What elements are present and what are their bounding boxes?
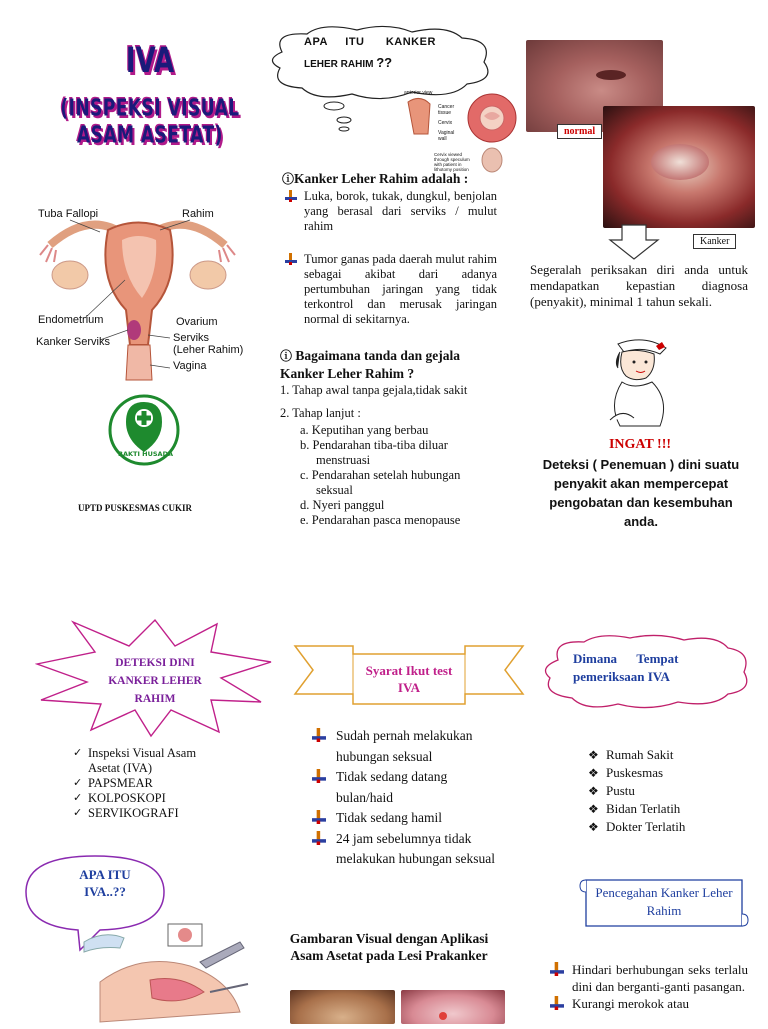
syarat-item-text: 24 jam sebelumnya tidak melakukan hubungan seksual: [336, 830, 495, 866]
bullet-icon: [550, 996, 564, 1014]
dimana-heading: Dimana Tempat pemeriksaan IVA: [573, 651, 682, 684]
question-line-2-text: LEHER RAHIM: [304, 59, 374, 70]
nurse-icon: [604, 338, 682, 428]
bullet-icon: [312, 810, 326, 831]
diagram-label-1: Cancer tissue: [438, 104, 455, 116]
syarat-banner-text: Syarat Ikut test IVA: [365, 663, 453, 695]
list-item: [70, 746, 230, 776]
deteksi-item-text: PAPSMEAR: [88, 776, 153, 790]
list-item: [70, 806, 230, 821]
deteksi-list: [70, 746, 230, 821]
stage-2: 2. Tahap lanjut :: [280, 406, 361, 420]
info-icon: ⓘ: [280, 349, 293, 363]
list-item: [588, 746, 738, 764]
cervix-diagram: [400, 90, 518, 176]
symptom-list: [298, 423, 500, 528]
diagram-label-4: Cervix viewed through speculum with patient in lithotomy position: [434, 152, 470, 172]
check-icon: ✓: [73, 807, 83, 819]
leaflet-title: [30, 41, 270, 149]
bakti-husada-logo: [106, 388, 182, 476]
dimana-item-text: Pustu: [606, 783, 635, 798]
list-item: [310, 808, 500, 829]
pencegahan-item-text: Kurangi merokok atau: [572, 996, 689, 1011]
symptoms-heading: [280, 347, 500, 382]
deteksi-item-text: Inspeksi Visual Asam Asetat (IVA): [88, 746, 197, 775]
list-item: [310, 726, 500, 767]
definition-section: [282, 170, 497, 337]
label-tuba-fallopi: Tuba Fallopi: [38, 208, 99, 220]
question-suffix: ??: [376, 55, 393, 70]
dimana-item-text: Puskesmas: [606, 765, 664, 780]
stage-1: 1. Tahap awal tanpa gejala,tidak sakit: [280, 383, 468, 397]
advice-text: Segeralah periksakan diri anda untuk mendapatkan kepastian diagnosa (penyakit), minimal 1 tahun sekali.: [530, 262, 748, 309]
question-line-2: [304, 55, 392, 70]
diamond-icon: ❖: [588, 784, 599, 798]
label-endometrium: Endometrium: [38, 314, 104, 326]
apa-iva-text: APA ITU IVA..??: [79, 867, 131, 899]
bullet-icon: [312, 769, 326, 790]
check-icon: ✓: [73, 777, 83, 789]
pencegahan-list: [550, 961, 748, 1012]
pencegahan-item-text: Hindari berhubungan seks terlalu dini dan berganti-ganti pasangan.: [572, 962, 748, 994]
deteksi-item-text: KOLPOSKOPI: [88, 791, 166, 805]
organization-name: UPTD PUSKESMAS CUKIR: [77, 503, 192, 513]
question-line-1: APA ITU KANKER: [304, 36, 436, 48]
check-icon: ✓: [73, 747, 83, 759]
label-leher-rahim: (Leher Rahim): [173, 344, 244, 356]
definition-heading-text: Kanker Leher Rahim adalah :: [294, 171, 469, 186]
title-line-1: IVA: [125, 41, 175, 82]
list-item: b. Pendarahan tiba-tiba diluar menstruasi: [300, 438, 448, 467]
definition-item-text: Tumor ganas pada daerah mulut rahim sebagai akibat dari adanya pertumbuhan jaringan yang tidak terkontrol dan merusak jaringan normal di sekitarnya.: [304, 252, 497, 326]
label-rahim: Rahim: [182, 208, 214, 220]
arrow-down-icon: [608, 224, 660, 265]
deteksi-item-text: SERVIKOGRAFI: [88, 806, 179, 820]
logo-text: BAKTI HUSADA: [118, 450, 173, 458]
diagram-title: anterior view: [404, 90, 433, 96]
bullet-icon: [312, 728, 326, 749]
syarat-list: [310, 726, 500, 870]
title-line-2: (INSPEKSI VISUAL ASAM ASETAT): [60, 95, 240, 149]
list-item: [550, 995, 748, 1012]
list-item: e. Pendarahan pasca menopause: [300, 513, 461, 527]
dimana-item-text: Bidan Terlatih: [606, 801, 681, 816]
dimana-item-text: Rumah Sakit: [606, 747, 674, 762]
list-item: [588, 800, 738, 818]
list-item: [310, 767, 500, 808]
list-item: [588, 818, 738, 836]
ingat-title: INGAT !!!: [608, 437, 672, 452]
list-item: [550, 961, 748, 995]
lesi-photo-2: [401, 990, 505, 1024]
list-item: [70, 776, 230, 791]
label-ovarium: Ovarium: [176, 316, 218, 328]
diamond-icon: ❖: [588, 802, 599, 816]
normal-label: normal: [557, 124, 602, 139]
list-item: d. Nyeri panggul: [300, 498, 385, 512]
definition-heading: [282, 170, 497, 187]
dimana-list: [588, 746, 738, 836]
check-icon: ✓: [73, 792, 83, 804]
diamond-icon: ❖: [588, 748, 599, 762]
syarat-item-text: Sudah pernah melakukan hubungan seksual: [336, 728, 473, 764]
dimana-item-text: Dokter Terlatih: [606, 819, 686, 834]
symptoms-heading-text: Bagaimana tanda dan gejala Kanker Leher Rahim ?: [280, 348, 461, 381]
pencegahan-banner-text: Pencegahan Kanker Leher Rahim: [595, 885, 733, 918]
kanker-cervix-photo: [603, 106, 755, 228]
syarat-item-text: Tidak sedang datang bulan/haid: [336, 769, 448, 805]
definition-list: [282, 189, 497, 327]
bullet-icon: [550, 962, 564, 980]
label-vagina: Vagina: [173, 360, 207, 372]
deteksi-star-text: DETEKSI DINI KANKER LEHER RAHIM: [108, 657, 202, 705]
bullet-icon: [285, 253, 297, 269]
label-kanker-serviks: Kanker Serviks: [36, 336, 110, 348]
list-item: [588, 782, 738, 800]
uterus-anatomy-illustration: [30, 190, 245, 385]
lesi-photo-1: [290, 990, 395, 1024]
list-item: [310, 829, 500, 870]
kanker-label: Kanker: [693, 234, 736, 249]
bullet-icon: [285, 190, 297, 206]
bullet-icon: [312, 831, 326, 852]
deteksi-star-burst: [35, 618, 275, 738]
list-item: c. Pendarahan setelah hubungan seksual: [300, 468, 461, 497]
ingat-body: Deteksi ( Penemuan ) dini suatu penyakit akan mempercepat pengobatan dan kesembuhan anda.: [542, 457, 740, 529]
diagram-label-2: Cervix: [438, 120, 453, 126]
diamond-icon: ❖: [588, 766, 599, 780]
diagram-label-3: Vaginal wall: [438, 130, 455, 142]
definition-item-text: Luka, borok, tukak, dungkul, benjolan yang berasal dari serviks / mulut rahim: [304, 189, 497, 233]
list-item: [70, 791, 230, 806]
list-item: [588, 764, 738, 782]
syarat-banner: [293, 642, 525, 712]
pencegahan-scroll-banner: [578, 872, 750, 934]
iva-procedure-illustration: [80, 922, 250, 1024]
list-item: [282, 189, 497, 234]
diamond-icon: ❖: [588, 820, 599, 834]
gambaran-heading: Gambaran Visual dengan Aplikasi Asam Asetat pada Lesi Prakanker: [289, 931, 489, 963]
dimana-cloud: [538, 632, 752, 712]
list-item: [282, 252, 497, 327]
label-serviks: Serviks: [173, 332, 210, 344]
syarat-item-text: Tidak sedang hamil: [336, 810, 442, 825]
symptoms-section: [280, 347, 500, 528]
info-icon: ⓘ: [282, 172, 295, 186]
list-item: a. Keputihan yang berbau: [300, 423, 429, 437]
